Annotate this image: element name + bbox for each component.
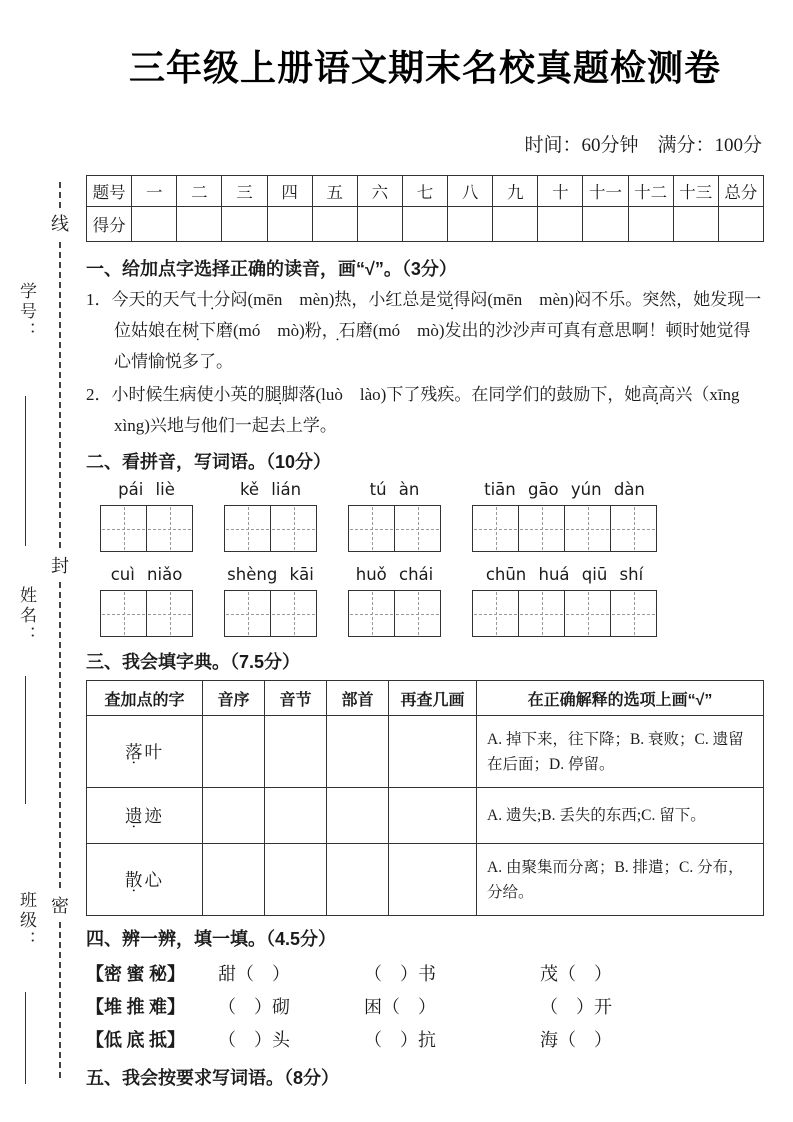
fill-in-row (86, 1022, 764, 1055)
dict-row (87, 716, 764, 788)
score-empty-cell (312, 207, 357, 242)
dict-answer-cell (265, 716, 327, 788)
dict-options-cell: A. 掉下来，往下降；B. 衰败；C. 遗留在后面；D. 停留。 (477, 716, 764, 788)
writing-grid (472, 505, 657, 552)
text-run: 2．小时候生病使小英的腿脚 (86, 385, 299, 404)
grid-cell (225, 591, 271, 636)
section-4-heading: 四、辨一辨，填一填。（4.5分） (86, 929, 337, 949)
fill-in-blank-item: 海（ ） (540, 1029, 612, 1050)
text-run: 叶 (144, 742, 164, 762)
pinyin-row-1 (86, 479, 764, 552)
grid-cell (147, 506, 192, 551)
pinyin-label: shèng kāi (227, 565, 314, 584)
score-col-header: 九 (493, 176, 538, 207)
writing-grid (348, 590, 441, 637)
pinyin-writing-unit (100, 564, 193, 637)
pinyin-writing-unit (348, 564, 441, 637)
seal-char-feng: 封 (49, 550, 71, 582)
dict-answer-cell (203, 844, 265, 916)
writing-grid (224, 505, 317, 552)
pinyin-writing-unit (224, 564, 317, 637)
dict-answer-cell (389, 716, 477, 788)
score-empty-cell (493, 207, 538, 242)
score-empty-cell (357, 207, 402, 242)
text-run: 心 (144, 870, 164, 890)
grid-cell (611, 591, 656, 636)
score-col-header: 六 (357, 176, 402, 207)
student-number-label: 学号： (17, 282, 36, 342)
pinyin-row-2 (86, 564, 764, 637)
score-empty-cell (177, 207, 222, 242)
text-run: （xīng xìng)兴地与他们一起去上学。 (114, 385, 757, 435)
dict-col-header: 音节 (265, 681, 327, 716)
dotted-char: 落 (125, 742, 145, 762)
score-empty-cell (222, 207, 267, 242)
character-choice-group: 【堆 推 难】 (86, 996, 185, 1017)
dict-row (87, 788, 764, 844)
dict-options-cell: A. 遗失;B. 丢失的东西;C. 留下。 (477, 788, 764, 844)
score-empty-cell (402, 207, 447, 242)
page-title: 三年级上册语文期末名校真题检测卷 (128, 47, 721, 88)
score-empty-cell (718, 207, 763, 242)
dict-row (87, 844, 764, 916)
fill-in-blank-item: （ ）砌 (218, 996, 290, 1017)
dictionary-table-header-row (87, 681, 764, 716)
grid-cell (565, 506, 611, 551)
section-1-item-1 (86, 284, 764, 377)
dict-answer-cell (265, 788, 327, 844)
pinyin-writing-unit (472, 564, 657, 637)
text-run: (mēn mèn)热，小红总是觉得 (247, 290, 471, 309)
student-name-label: 姓名： (17, 586, 36, 646)
pinyin-label: kě lián (239, 480, 302, 499)
score-col-header: 七 (402, 176, 447, 207)
dict-word-cell (87, 788, 203, 844)
dict-col-header: 再查几画 (389, 681, 477, 716)
pinyin-writing-unit (224, 479, 317, 552)
dict-answer-cell (203, 788, 265, 844)
score-summary-table (86, 175, 764, 242)
grid-cell (147, 591, 192, 636)
pinyin-label: tiān gāo yún dàn (484, 480, 645, 499)
character-choice-group: 【低 底 抵】 (86, 1029, 185, 1050)
writing-grid (348, 505, 441, 552)
dict-col-header: 部首 (327, 681, 389, 716)
grid-cell (395, 591, 440, 636)
dotted-char: 兴 (675, 385, 693, 404)
grid-cell (101, 591, 147, 636)
section-5-heading: 五、我会按要求写词语。（8分） (86, 1068, 340, 1088)
score-table-score-row (87, 207, 764, 242)
grid-cell (349, 506, 395, 551)
text-run: (mó mò)发出的沙沙声可真有意思啊！顿时她觉得心情愉悦多了。 (114, 321, 751, 371)
pinyin-label: cuì niǎo (110, 565, 183, 584)
pinyin-label: pái liè (118, 480, 175, 499)
pinyin-label: chūn huá qiū shí (485, 565, 644, 584)
dotted-char: 闷 (230, 290, 248, 309)
dotted-char: 闷 (470, 290, 488, 309)
grid-cell (271, 591, 316, 636)
score-col-header: 十 (538, 176, 583, 207)
score-empty-cell (132, 207, 177, 242)
grid-cell (395, 506, 440, 551)
grid-cell (565, 591, 611, 636)
text-run: (luò lào)下了残疾。在同学们的鼓励下，她高高 (315, 385, 676, 404)
character-choice-group: 【密 蜜 秘】 (86, 963, 185, 984)
score-col-header: 总分 (718, 176, 763, 207)
grid-cell (473, 591, 519, 636)
score-col-header: 四 (267, 176, 312, 207)
dict-col-header: 音序 (203, 681, 265, 716)
score-col-header: 三 (222, 176, 267, 207)
pinyin-writing-unit (348, 479, 441, 552)
score-empty-cell (538, 207, 583, 242)
section-3-heading: 三、我会填字典。（7.5分） (86, 652, 301, 672)
pinyin-writing-unit (100, 479, 193, 552)
dict-word-cell (87, 716, 203, 788)
dict-answer-cell (389, 788, 477, 844)
writing-grid (472, 590, 657, 637)
grid-cell (349, 591, 395, 636)
writing-grid (100, 590, 193, 637)
score-col-header: 五 (312, 176, 357, 207)
dict-answer-cell (327, 788, 389, 844)
score-empty-cell (628, 207, 673, 242)
section-1-heading: 一、给加点字选择正确的读音，画“√”。（3分） (86, 259, 457, 279)
pinyin-label: huǒ chái (355, 565, 434, 584)
dict-answer-cell (327, 716, 389, 788)
dict-answer-cell (203, 716, 265, 788)
dict-answer-cell (389, 844, 477, 916)
writing-grid (224, 590, 317, 637)
section-1-item-2 (86, 379, 764, 441)
exam-paper (86, 44, 764, 1091)
dict-col-header: 查加点的字 (87, 681, 203, 716)
score-label: 得分 (87, 207, 132, 242)
question-number-label: 题号 (87, 176, 132, 207)
dictionary-table-body (87, 681, 764, 916)
seal-dashed-line (59, 182, 61, 1078)
student-number-fill-line (25, 396, 26, 546)
grid-cell (271, 506, 316, 551)
score-empty-cell (448, 207, 493, 242)
fill-in-blank-item: （ ）头 (218, 1029, 290, 1050)
section-2-heading: 二、看拼音，写词语。（10分） (86, 452, 332, 472)
score-empty-cell (673, 207, 718, 242)
text-run: 1．今天的天气十分 (86, 290, 231, 309)
score-table-header-row (87, 176, 764, 207)
score-empty-cell (267, 207, 312, 242)
fill-in-blank-item: 茂（ ） (540, 963, 612, 984)
class-fill-line (25, 992, 26, 1084)
score-col-header: 十三 (673, 176, 718, 207)
fill-in-blank-item: 困（ ） (364, 996, 436, 1017)
grid-cell (473, 506, 519, 551)
grid-cell (519, 506, 565, 551)
text-run: (mó mò)粉，石 (233, 321, 356, 340)
class-label: 班级： (17, 891, 36, 951)
dotted-char: 磨 (355, 321, 373, 340)
score-col-header: 一 (132, 176, 177, 207)
fill-in-row (86, 956, 764, 989)
student-name-fill-line (25, 676, 26, 804)
fill-in-row (86, 989, 764, 1022)
score-col-header: 十二 (628, 176, 673, 207)
fill-in-rows (86, 956, 764, 1055)
grid-cell (225, 506, 271, 551)
dict-options-cell: A. 由聚集而分离；B. 排遣；C. 分布，分给。 (477, 844, 764, 916)
seal-char-mi: 密 (49, 890, 71, 922)
fill-in-blank-item: （ ）书 (364, 963, 436, 984)
fill-in-blank-item: （ ）开 (540, 996, 612, 1017)
seal-char-xian: 线 (49, 208, 71, 240)
pinyin-label: tú àn (369, 480, 420, 499)
grid-cell (519, 591, 565, 636)
dict-answer-cell (265, 844, 327, 916)
writing-grid (100, 505, 193, 552)
fill-in-blank-item: （ ）抗 (364, 1029, 436, 1050)
grid-cell (101, 506, 147, 551)
fill-in-blank-item: 甜（ ） (218, 963, 290, 984)
text-run: 迹 (144, 806, 164, 826)
pinyin-writing-unit (472, 479, 657, 552)
time-score-info: 时间：60分钟 满分：100分 (524, 135, 762, 156)
score-col-header: 十一 (583, 176, 628, 207)
dotted-char: 遗 (125, 806, 145, 826)
text-run: (mēn mèn)闷不乐。突然，她发现一位姑娘在树下 (114, 290, 762, 340)
dotted-char: 落 (298, 385, 316, 404)
dotted-char: 磨 (216, 321, 233, 340)
score-empty-cell (583, 207, 628, 242)
grid-cell (611, 506, 656, 551)
dotted-char: 散 (125, 870, 145, 890)
dict-answer-cell (327, 844, 389, 916)
score-col-header: 二 (177, 176, 222, 207)
dict-col-header: 在正确解释的选项上画“√” (477, 681, 764, 716)
dictionary-table (86, 680, 764, 916)
score-col-header: 八 (448, 176, 493, 207)
dict-word-cell (87, 844, 203, 916)
